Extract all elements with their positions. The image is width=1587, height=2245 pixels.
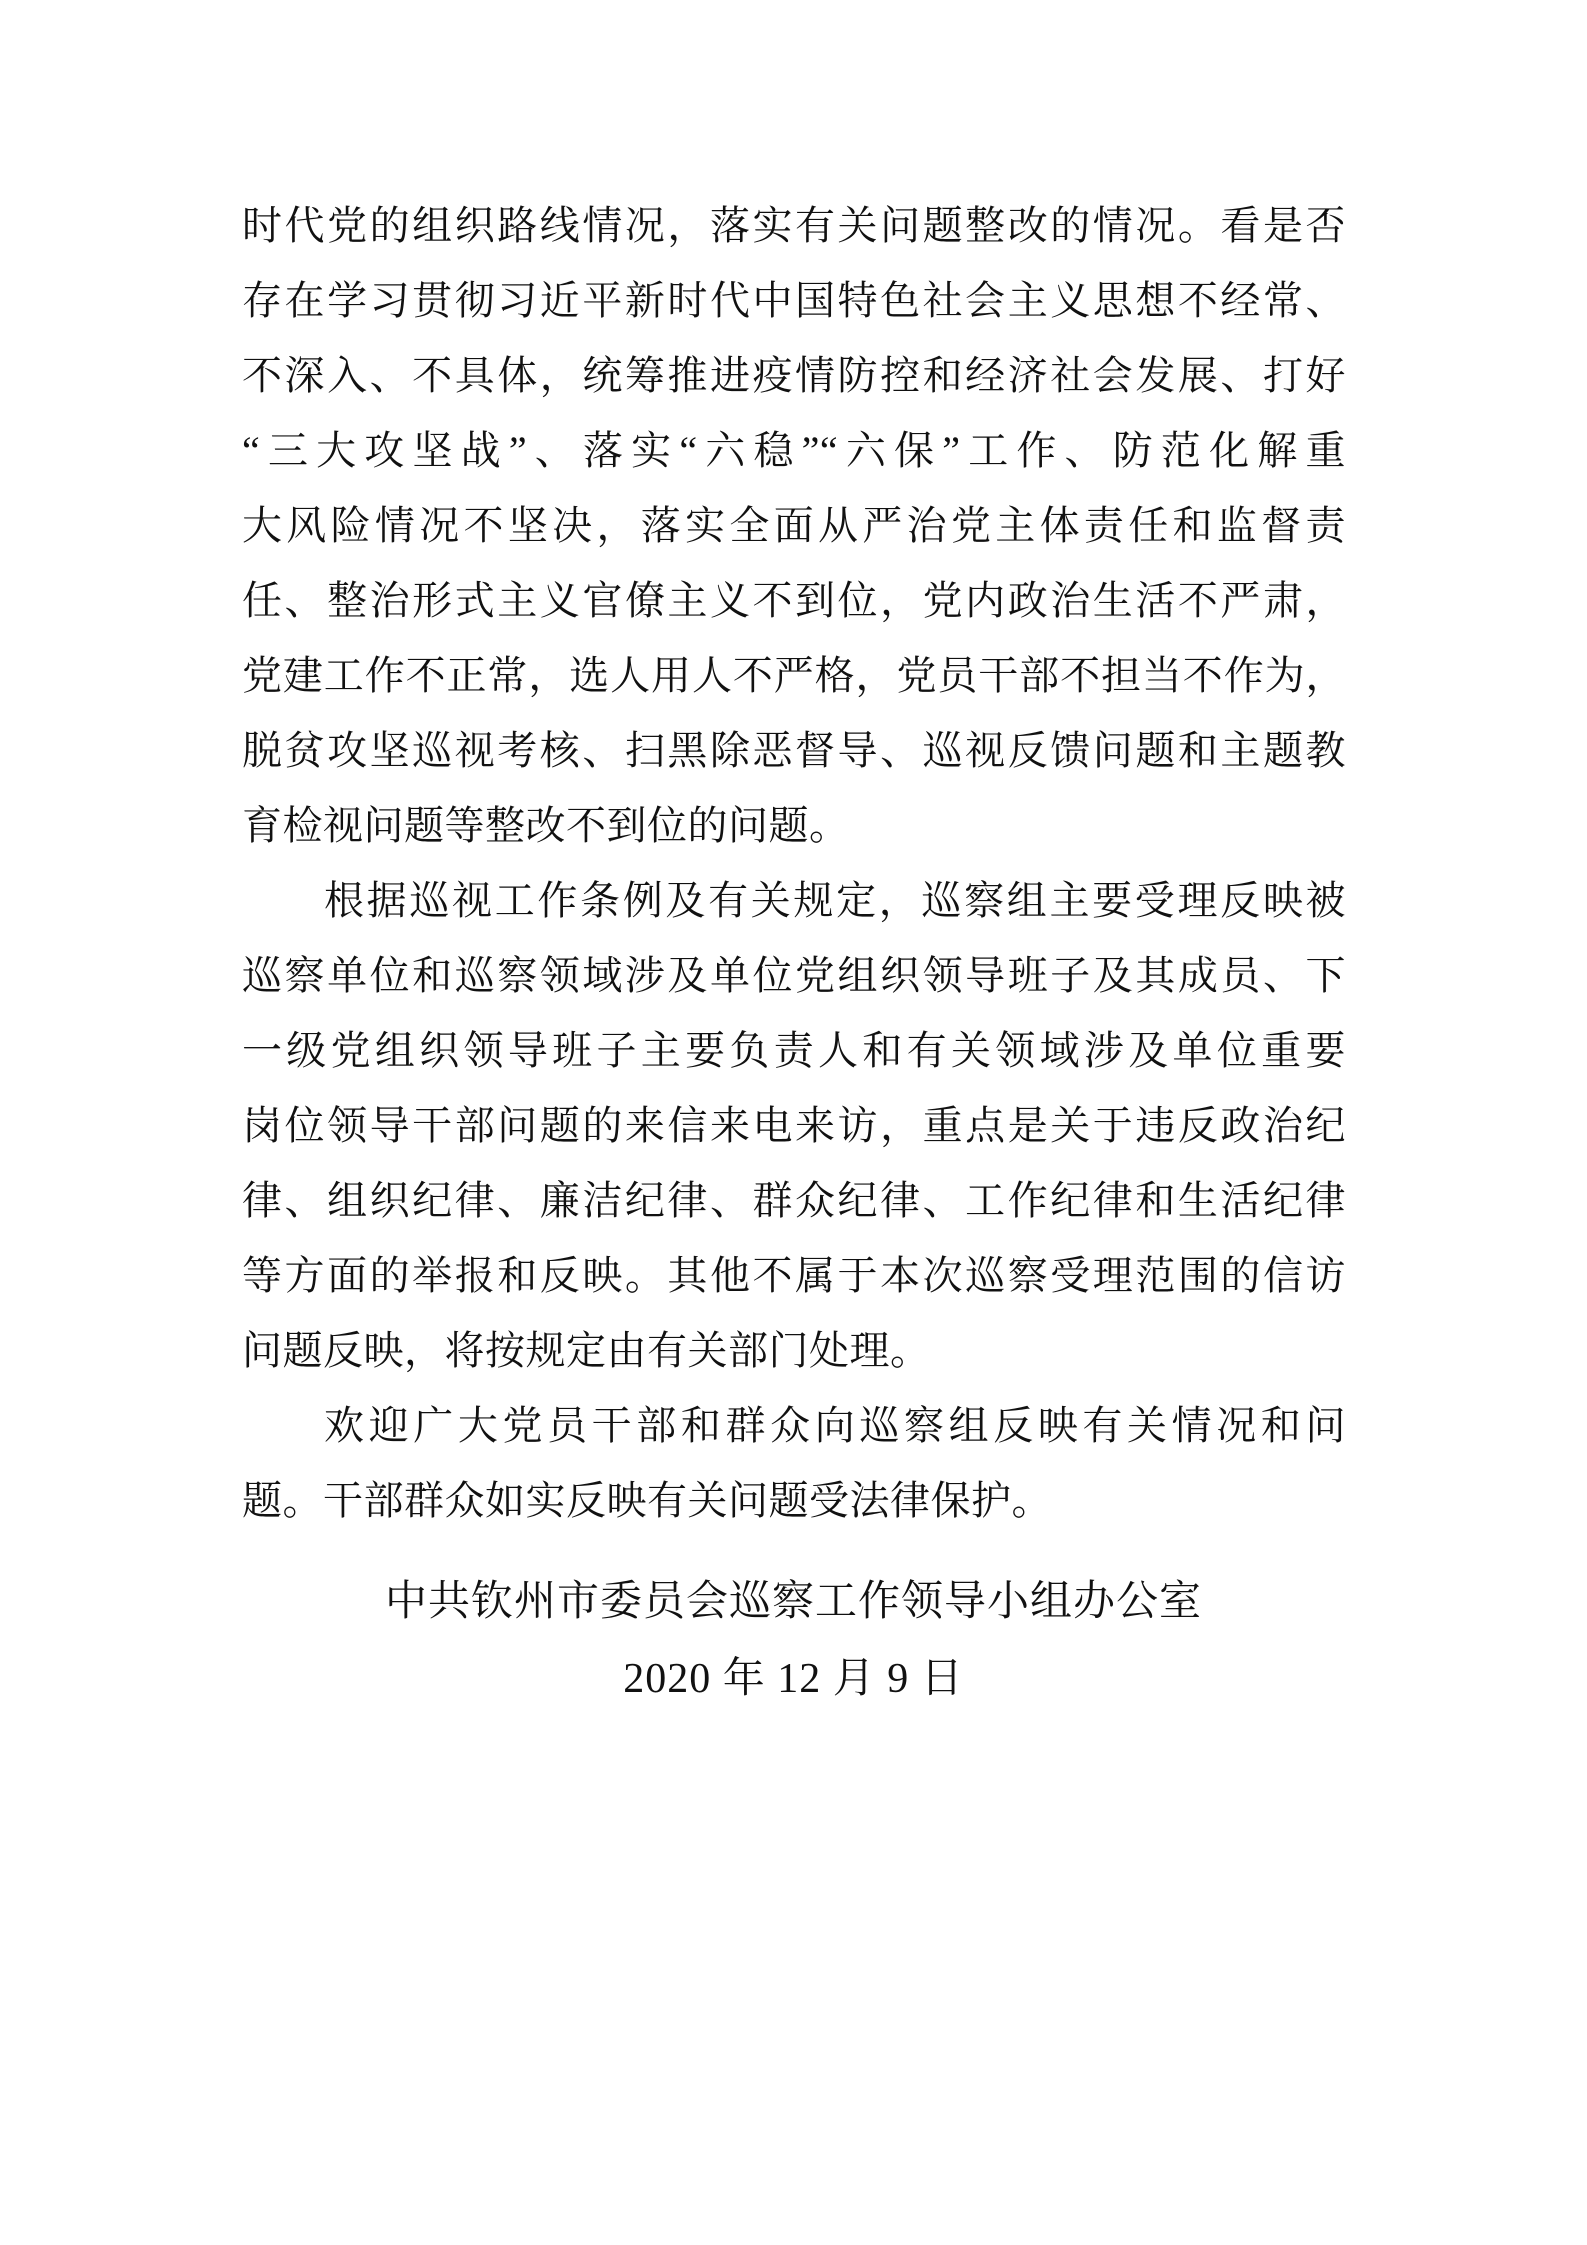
text-line: 党建工作不正常，选人用人不严格，党员干部不担当不作为， [242, 653, 1346, 698]
text-line: 脱贫攻坚巡视考核、扫黑除恶督导、巡视反馈问题和主题教 [242, 728, 1346, 773]
date-line: 2020 年 12 月 9 日 [623, 1656, 964, 1702]
text-line: “三大攻坚战”、落实“六稳”“六保”工作、防范化解重 [242, 428, 1346, 473]
text-line: 育检视问题等整改不到位的问题。 [242, 803, 850, 848]
text-line: 岗位领导干部问题的来信来电来访，重点是关于违反政治纪 [242, 1103, 1346, 1148]
document-text [242, 188, 1346, 1538]
signature-block [0, 1564, 1587, 1718]
text-line: 时代党的组织路线情况，落实有关问题整改的情况。看是否 [242, 203, 1346, 248]
text-line: 一级党组织领导班子主要负责人和有关领域涉及单位重要 [242, 1028, 1346, 1073]
text-line: 欢迎广大党员干部和群众向巡察组反映有关情况和问 [324, 1403, 1346, 1448]
signature-line: 中共钦州市委员会巡察工作领导小组办公室 [384, 1579, 1202, 1625]
text-line: 大风险情况不坚决，落实全面从严治党主体责任和监督责 [242, 503, 1346, 548]
text-line: 根据巡视工作条例及有关规定，巡察组主要受理反映被 [324, 878, 1346, 923]
text-line: 等方面的举报和反映。其他不属于本次巡察受理范围的信访 [242, 1253, 1346, 1298]
text-line: 任、整治形式主义官僚主义不到位，党内政治生活不严肃， [242, 578, 1346, 623]
text-line: 问题反映，将按规定由有关部门处理。 [242, 1328, 931, 1373]
text-line: 巡察单位和巡察领域涉及单位党组织领导班子及其成员、下 [242, 953, 1346, 998]
text-line: 律、组织纪律、廉洁纪律、群众纪律、工作纪律和生活纪律 [242, 1178, 1346, 1223]
text-line: 不深入、不具体，统筹推进疫情防控和经济社会发展、打好 [242, 353, 1346, 398]
text-line: 存在学习贯彻习近平新时代中国特色社会主义思想不经常、 [242, 278, 1346, 323]
text-line: 题。干部群众如实反映有关问题受法律保护。 [242, 1478, 1052, 1523]
